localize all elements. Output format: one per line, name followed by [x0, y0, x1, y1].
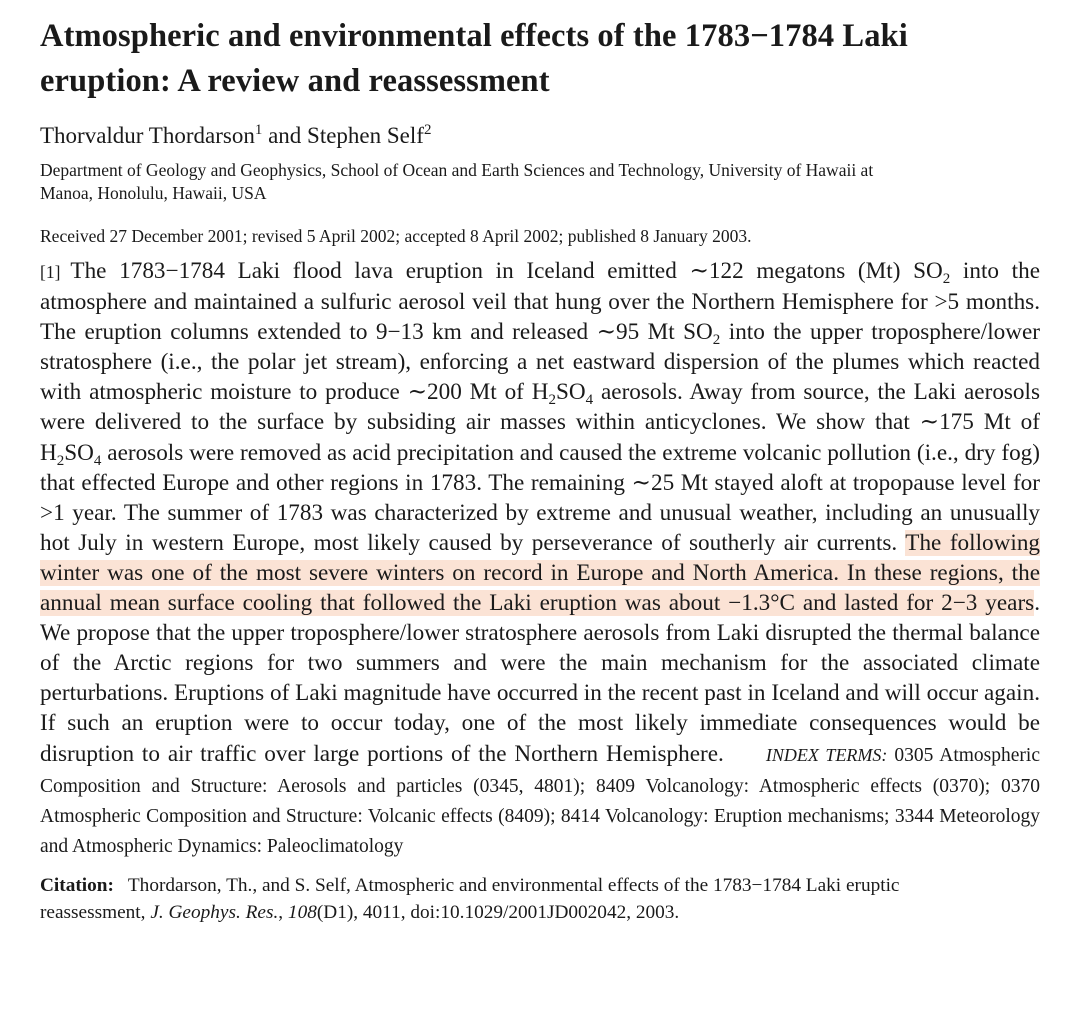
volume-number: 108 — [287, 902, 317, 924]
citation-text-4: (D1), 4011, doi:10.1029/2001JD002042, 2003. — [316, 902, 680, 924]
author-list — [40, 122, 1080, 150]
affiliation-line-1: Department of Geology and Geophysics, School of Ocean and Earth Sciences and Technology, University of Hawaii at — [40, 160, 874, 180]
citation — [40, 872, 1080, 927]
index-terms: 0305 Atmospheric Composition and Structure: Aerosols and particles (0345, 4801); 8409 Volcanology: Atmospheric effects (0370); 0370 Atmospheric Composition and Structure: Volcanic effects (8409); 8414 Volcanology: Eruption mechanisms; 3344 Meteorology and Atmospheric Dynamics: Paleoclimatology — [40, 744, 1040, 857]
journal-name: J. Geophys. Res. — [150, 902, 279, 924]
highlighted-text: The following winter was one of the most severe winters on record in Europe and North America. In these regions, the annual mean surface cooling that followed the Laki eruption was about −1.3°C and lasted for 2−3 years — [40, 529, 1041, 617]
author-1: Thorvaldur Thordarson — [40, 123, 255, 148]
abstract — [40, 256, 1040, 860]
author-2-affiliation-mark: 2 — [423, 122, 432, 138]
abstract-text-5: aerosols. Away from source, the Laki aerosols were delivered to the surface by subsiding air masses within anticyclones. We show that ∼175 Mt of H — [40, 379, 1040, 466]
index-terms-label: INDEX TERMS: — [765, 744, 888, 765]
subscript: 4 — [93, 452, 102, 469]
citation-line-1 — [40, 872, 1080, 900]
paragraph-number: [1] — [40, 262, 61, 282]
subscript: 2 — [712, 332, 721, 349]
abstract-text-7: aerosols were removed as acid precipitation and caused the extreme volcanic pollution (i.e., dry fog) that effected Europe and other regions in 1783. The remaining ∼25 Mt stayed aloft at tropopause level for >1 year. The summer of 1783 was characterized by extreme and unusual weather, including an unusually hot July in western Europe, most likely caused by perseverance of southerly air currents. — [40, 439, 1040, 556]
paper-title — [40, 14, 1040, 104]
author-2: and Stephen Self — [262, 123, 424, 148]
abstract-text-6: SO — [64, 439, 94, 466]
affiliation — [40, 159, 1040, 205]
title-line-1: Atmospheric and environmental effects of the 1783−1784 Laki — [40, 18, 908, 54]
abstract-text-8: . We propose that the upper troposphere/lower stratosphere aerosols from Laki disrupted the thermal balance of the Arctic regions for two summers and were the main mechanism for the associated climate perturbations. Eruptions of Laki magnitude have occurred in the recent past in Iceland and will occur again. If such an eruption were to occur today, one of the most likely immediate consequences would be disruption to air traffic over large portions of the Northern Hemisphere. — [40, 590, 1040, 767]
citation-line-2 — [40, 899, 1080, 927]
abstract-text-4: SO — [556, 379, 586, 406]
paper-page — [40, 14, 1080, 927]
subscript: 2 — [56, 452, 65, 469]
affiliation-line-2: Manoa, Honolulu, Hawaii, USA — [40, 183, 267, 203]
subscript: 2 — [548, 392, 556, 409]
subscript: 2 — [942, 271, 951, 287]
title-line-2: eruption: A review and reassessment — [40, 63, 550, 99]
subscript: 4 — [585, 392, 594, 409]
author-1-affiliation-mark: 1 — [254, 122, 263, 138]
citation-text-1: Thordarson, Th., and S. Self, Atmospheric and environmental effects of the 1783−1784 Laki eruptic — [127, 874, 900, 896]
citation-text-3: , — [278, 902, 288, 924]
citation-text-2: reassessment, — [40, 902, 151, 924]
abstract-text-1: The 1783−1784 Laki flood lava eruption in Iceland emitted ∼122 megatons (Mt) SO — [70, 258, 943, 284]
citation-label: Citation: — [40, 874, 114, 896]
abstract-text-2: into the atmosphere and maintained a sulfuric aerosol veil that hung over the Northern Hemisphere for >5 months. The eruption columns extended to 9−13 km and released ∼95 Mt SO — [40, 258, 1041, 346]
abstract-text-3: into the upper troposphere/lower stratosphere (i.e., the polar jet stream), enforcing a net eastward dispersion of the plumes which reacted with atmospheric moisture to produce ∼200 Mt of H — [40, 319, 1040, 406]
publication-dates: Received 27 December 2001; revised 5 April 2002; accepted 8 April 2002; published 8 January 2003. — [40, 226, 752, 246]
